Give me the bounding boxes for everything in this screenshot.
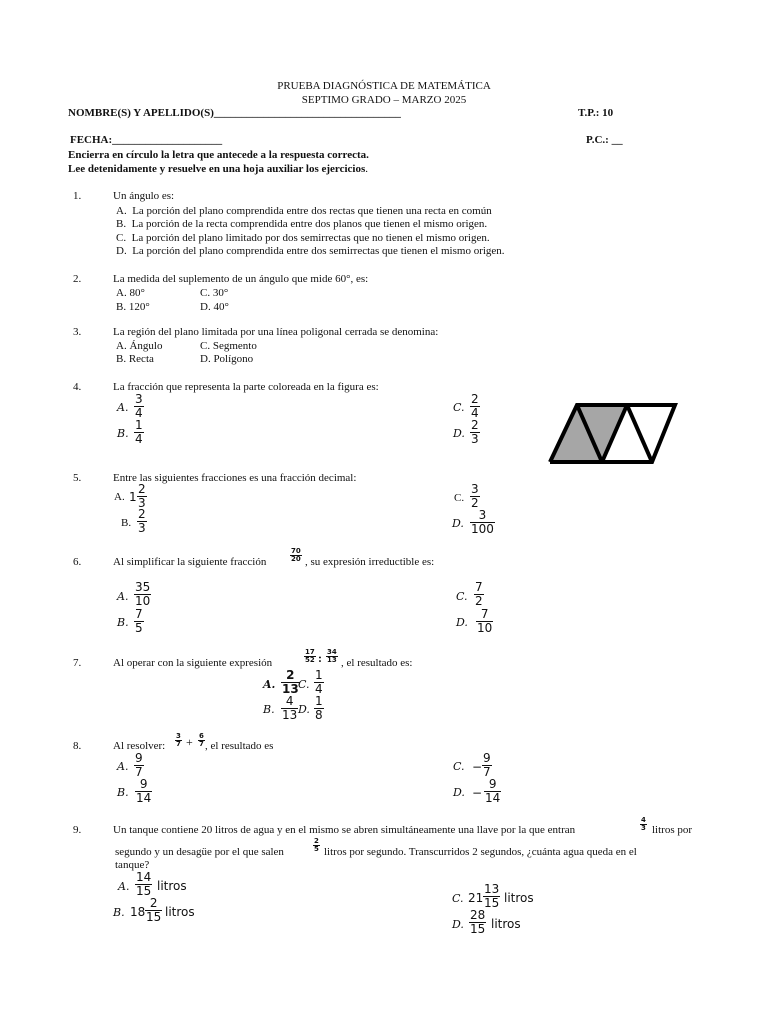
q5-number: 5.	[73, 472, 82, 484]
q6-number: 6.	[73, 556, 82, 568]
q4-number: 4.	[73, 381, 82, 393]
q9-option-a-unit[interactable]: litros	[157, 879, 187, 893]
q7-option-b-fraction[interactable]: $\frac{4}{13}$	[282, 694, 298, 722]
page-subtitle: SEPTIMO GRADO – MARZO 2025	[301, 94, 467, 106]
q3-option-c[interactable]: C. Segmento	[200, 340, 257, 352]
q5-option-a-label[interactable]: A.	[114, 491, 125, 503]
q9-number: 9.	[73, 824, 82, 836]
q9-option-b-unit[interactable]: litros	[165, 905, 195, 919]
q4-option-c-label[interactable]: C.	[453, 401, 465, 414]
q9-option-d-unit[interactable]: litros	[491, 917, 521, 931]
q8-option-b-label[interactable]: B.	[117, 786, 129, 799]
q7-option-c-label[interactable]: C.	[298, 678, 310, 691]
q9-line1: Un tanque contiene 20 litros de agua y en el mismo se abren simultáneamente una llave por la que entran	[113, 824, 576, 836]
q7-option-b-label[interactable]: B.	[263, 703, 275, 716]
name-field-label: NOMBRE(S) Y APELLIDO(S)__________________________________	[68, 107, 401, 119]
q6-given-fraction: $\frac{70}{20}$	[291, 547, 301, 563]
q4-option-a-label[interactable]: A.	[117, 401, 129, 414]
q8-option-d-sign[interactable]: −	[472, 786, 483, 800]
q6-option-a-label[interactable]: A.	[117, 590, 129, 603]
q3-option-b[interactable]: B. Recta	[116, 353, 154, 365]
q8-text: Al resolver:	[113, 740, 166, 752]
q7-text-end: , el resultado es:	[341, 657, 413, 669]
q3-number: 3.	[73, 326, 82, 338]
q7-text: Al operar con la siguiente expresión	[113, 657, 273, 669]
q7-option-c-fraction[interactable]: $\frac{1}{4}$	[315, 668, 323, 696]
q2-number: 2.	[73, 273, 82, 285]
q2-option-d[interactable]: D. 40°	[200, 301, 229, 313]
q4-text: La fracción que representa la parte coloreada en la figura es:	[113, 381, 379, 393]
q9-option-a-fraction[interactable]: $\frac{14}{15}$	[136, 870, 152, 898]
q6-option-a-fraction[interactable]: $\frac{35}{10}$	[135, 580, 151, 608]
figure-edge	[627, 405, 652, 462]
q8-option-c-fraction[interactable]: $\frac{9}{7}$	[483, 751, 491, 779]
q6-option-b-fraction[interactable]: $\frac{7}{5}$	[135, 607, 143, 635]
q9-line2-end: litros por segundo. Transcurridos 2 segundos, ¿cuánta agua queda en el	[324, 846, 637, 858]
q4-option-d-label[interactable]: D.	[453, 427, 465, 440]
pc-label: P.C.: __	[586, 134, 623, 146]
q3-option-a[interactable]: A. Ángulo	[116, 340, 163, 352]
q9-option-c-fraction[interactable]: $\frac{13}{15}$	[484, 882, 500, 910]
q5-option-c-label[interactable]: C.	[454, 492, 465, 504]
q8-expr-fraction-1: $\frac{3}{7}$	[176, 732, 181, 748]
q9-line1-end: litros por	[652, 824, 693, 836]
q7-option-a-label[interactable]: A.	[263, 678, 276, 691]
q7-expr-fraction-1: $\frac{17}{52}$	[305, 648, 315, 664]
q5-option-c-fraction[interactable]: $\frac{3}{2}$	[471, 482, 479, 510]
q3-text: La región del plano limitada por una línea poligonal cerrada se denomina:	[113, 326, 439, 338]
q6-option-d-fraction[interactable]: $\frac{7}{10}$	[477, 607, 493, 635]
q7-option-d-label[interactable]: D.	[298, 703, 310, 716]
q9-option-b-whole[interactable]: 18	[130, 905, 146, 919]
q2-text: La medida del suplemento de un ángulo que mide 60°, es:	[113, 273, 369, 285]
q5-option-a-fraction[interactable]: $\frac{2}{3}$	[138, 482, 146, 510]
q7-expr-operator: :	[318, 651, 322, 665]
q6-option-c-label[interactable]: C.	[456, 590, 468, 603]
q7-number: 7.	[73, 657, 82, 669]
q8-option-a-label[interactable]: A.	[117, 760, 129, 773]
instruction-resolve: Lee detenidamente y resuelve en una hoja auxiliar los ejercicios.	[68, 163, 369, 175]
q6-option-d-label[interactable]: D.	[456, 616, 468, 629]
q4-triangle-figure	[545, 400, 680, 466]
page-title: PRUEBA DIAGNÓSTICA DE MATEMÁTICA	[277, 80, 491, 92]
q6-text-end: , su expresión irreductible es:	[305, 556, 435, 568]
q8-option-c-label[interactable]: C.	[453, 760, 465, 773]
q8-expr-operator: +	[186, 735, 193, 749]
q5-option-b-label[interactable]: B.	[121, 517, 132, 529]
q2-option-b[interactable]: B. 120°	[116, 301, 150, 313]
q8-number: 8.	[73, 740, 82, 752]
instruction-circle: Encierra en círculo la letra que antecede a la respuesta correcta.	[68, 149, 369, 161]
q9-option-b-fraction[interactable]: $\frac{2}{15}$	[146, 896, 162, 924]
q1-text: Un ángulo es:	[113, 190, 175, 202]
q6-option-c-fraction[interactable]: $\frac{7}{2}$	[475, 580, 483, 608]
q9-option-b-label[interactable]: B.	[113, 906, 125, 919]
q8-expr-fraction-2: $\frac{6}{7}$	[199, 732, 204, 748]
q7-option-d-fraction[interactable]: $\frac{1}{8}$	[315, 694, 323, 722]
q5-option-d-label[interactable]: D.	[452, 517, 464, 530]
q1-option-a[interactable]: A. La porción del plano comprendida entre dos rectas que tienen una recta en común	[116, 205, 492, 217]
q9-inflow-rate-fraction: $\frac{4}{3}$	[641, 816, 646, 832]
q4-option-a-fraction[interactable]: $\frac{3}{4}$	[135, 392, 143, 420]
q8-option-d-fraction[interactable]: $\frac{9}{14}$	[485, 777, 501, 805]
date-field-label: FECHA:____________________	[70, 134, 223, 146]
q4-option-c-fraction[interactable]: $\frac{2}{4}$	[471, 392, 479, 420]
q5-option-b-fraction[interactable]: $\frac{2}{3}$	[138, 507, 146, 535]
q8-text-end: , el resultado es	[205, 740, 274, 752]
q7-expr-fraction-2: $\frac{34}{13}$	[327, 648, 337, 664]
q3-option-d[interactable]: D. Polígono	[200, 353, 254, 365]
q9-option-a-label[interactable]: A.	[118, 880, 130, 893]
q9-line2: segundo y un desagüe por el que salen	[115, 846, 284, 858]
q8-option-b-fraction[interactable]: $\frac{9}{14}$	[136, 777, 152, 805]
q8-option-c-sign[interactable]: −	[472, 760, 483, 774]
q2-option-a[interactable]: A. 80°	[116, 287, 145, 299]
q1-option-c[interactable]: C. La porción del plano limitado por dos semirrectas que no tienen el mismo origen.	[116, 232, 490, 244]
q4-option-b-label[interactable]: B.	[117, 427, 129, 440]
q6-text: Al simplificar la siguiente fracción	[113, 556, 267, 568]
q9-option-c-unit[interactable]: litros	[504, 891, 534, 905]
q1-number: 1.	[73, 190, 82, 202]
q4-option-b-fraction[interactable]: $\frac{1}{4}$	[135, 418, 143, 446]
q9-option-d-label[interactable]: D.	[452, 918, 464, 931]
q5-option-a-whole[interactable]: 1	[129, 490, 137, 504]
q5-option-d-fraction[interactable]: $\frac{3}{100}$	[471, 508, 494, 536]
tp-label: T.P.: 10	[578, 107, 614, 119]
q5-text: Entre las siguientes fracciones es una fracción decimal:	[113, 472, 357, 484]
q6-option-b-label[interactable]: B.	[117, 616, 129, 629]
q9-line3: tanque?	[115, 859, 150, 871]
q1-option-b[interactable]: B. La porción de la recta comprendida entre dos planos que tienen el mismo origen.	[116, 218, 488, 230]
q8-option-d-label[interactable]: D.	[453, 786, 465, 799]
q2-option-c[interactable]: C. 30°	[200, 287, 229, 299]
q9-outflow-rate-fraction: $\frac{2}{5}$	[314, 837, 319, 853]
q8-option-a-fraction[interactable]: $\frac{9}{7}$	[135, 751, 143, 779]
q9-option-c-whole[interactable]: 21	[468, 891, 484, 905]
q4-option-d-fraction[interactable]: $\frac{2}{3}$	[471, 418, 479, 446]
q1-option-d[interactable]: D. La porción del plano comprendida entre dos semirrectas que tienen el mismo origen.	[116, 245, 505, 257]
q7-option-a-fraction[interactable]: $\frac{2}{13}$	[282, 668, 299, 696]
q9-option-d-fraction[interactable]: $\frac{28}{15}$	[470, 908, 486, 936]
q9-option-c-label[interactable]: C.	[452, 892, 464, 905]
